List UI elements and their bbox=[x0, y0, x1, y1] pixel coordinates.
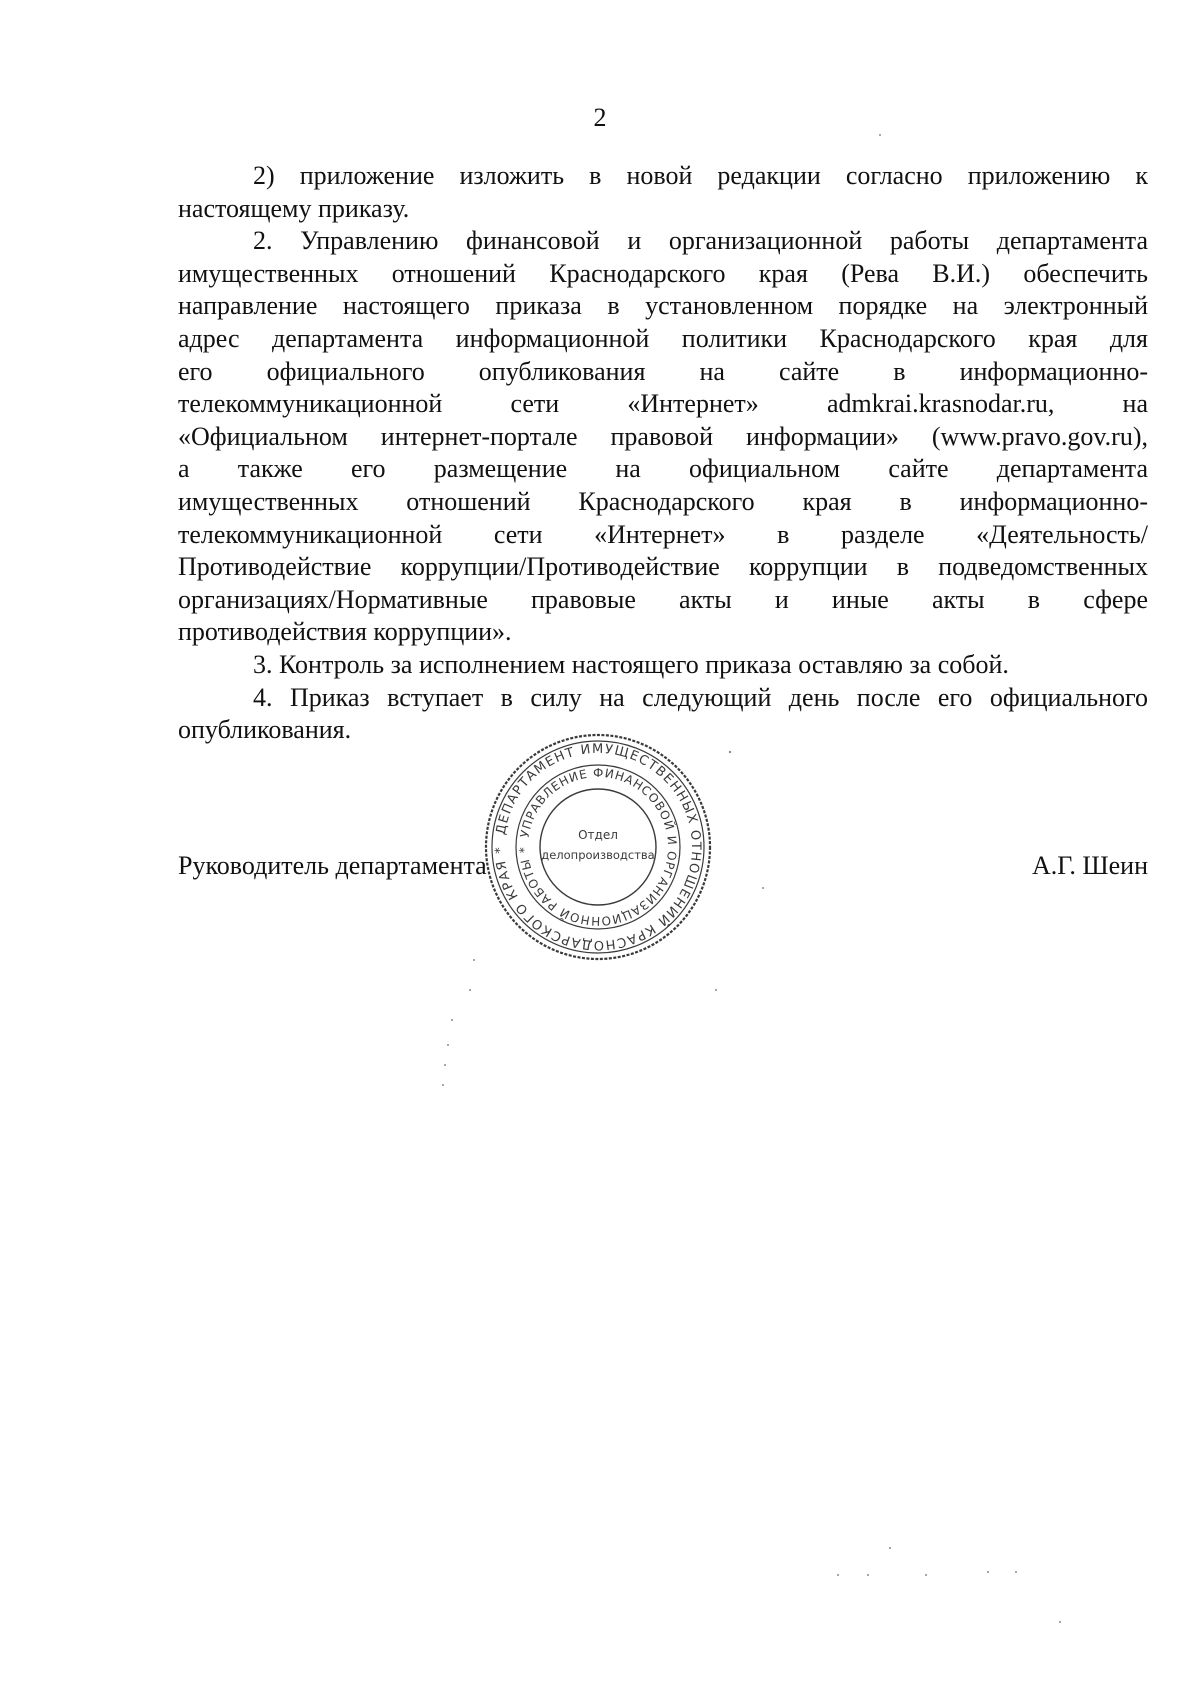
seal-inner-text: УПРАВЛЕНИЕ ФИНАНСОВОЙ И ОРГАНИЗАЦИОННОЙ РАБОТЫ * bbox=[516, 765, 680, 929]
paragraph-2-line-7: «Официальном интернет-портале правовой информации» (www.pravo.gov.ru), bbox=[178, 421, 1148, 451]
paragraph-2-line-2: имущественных отношений Краснодарского края (Рева В.И.) обеспечить bbox=[178, 258, 1148, 288]
seal-outer-text: ДЕПАРТАМЕНТ ИМУЩЕСТВЕННЫХ ОТНОШЕНИЙ КРАСНОДАРСКОГО КРАЯ * bbox=[492, 741, 704, 953]
seal-center-line-2: делопроизводства bbox=[541, 848, 655, 862]
official-seal bbox=[478, 727, 718, 967]
paragraph-2-line-11: Противодействие коррупции/Противодействие коррупции в подведомственных bbox=[178, 552, 1148, 582]
paragraph-2-line-12: организациях/Нормативные правовые акты и иные акты в сфере bbox=[178, 584, 1148, 614]
paragraph-4-line-1: 4. Приказ вступает в силу на следующий день после его официального bbox=[253, 682, 1148, 712]
paragraph-2-line-1: 2. Управлению финансовой и организационной работы департамента bbox=[253, 226, 1148, 256]
order-body bbox=[178, 160, 1148, 747]
paragraph-2-line-13: противодействия коррупции». bbox=[178, 617, 512, 647]
signatory-title: Руководитель департамента bbox=[178, 851, 487, 880]
signatory-name: А.Г. Шеин bbox=[1032, 851, 1148, 880]
paragraph-2-line-3: направление настоящего приказа в установленном порядке на электронный bbox=[178, 291, 1148, 321]
paragraph-1-line-2: настоящему приказу. bbox=[178, 193, 410, 223]
seal-graphic bbox=[478, 727, 718, 967]
paragraph-4-line-2: опубликования. bbox=[178, 715, 352, 745]
seal-center-line-1: Отдел bbox=[578, 828, 618, 842]
paragraph-2-line-6: телекоммуникационной сети «Интернет» admkrai.krasnodar.ru, на bbox=[178, 389, 1148, 419]
paragraph-2-line-4: адрес департамента информационной политики Краснодарского края для bbox=[178, 323, 1148, 353]
paragraph-2-line-10: телекоммуникационной сети «Интернет» в разделе «Деятельность/ bbox=[178, 519, 1148, 549]
paragraph-3-line-1: 3. Контроль за исполнением настоящего приказа оставляю за собой. bbox=[253, 649, 1009, 679]
paragraph-2-line-5: его официального опубликования на сайте в информационно- bbox=[178, 356, 1148, 386]
paragraph-2-line-8: а также его размещение на официальном сайте департамента bbox=[178, 454, 1148, 484]
paragraph-1-line-1: 2) приложение изложить в новой редакции согласно приложению к bbox=[253, 161, 1148, 190]
paragraph-2-line-9: имущественных отношений Краснодарского края в информационно- bbox=[178, 486, 1148, 516]
page-number: 2 bbox=[593, 103, 607, 132]
